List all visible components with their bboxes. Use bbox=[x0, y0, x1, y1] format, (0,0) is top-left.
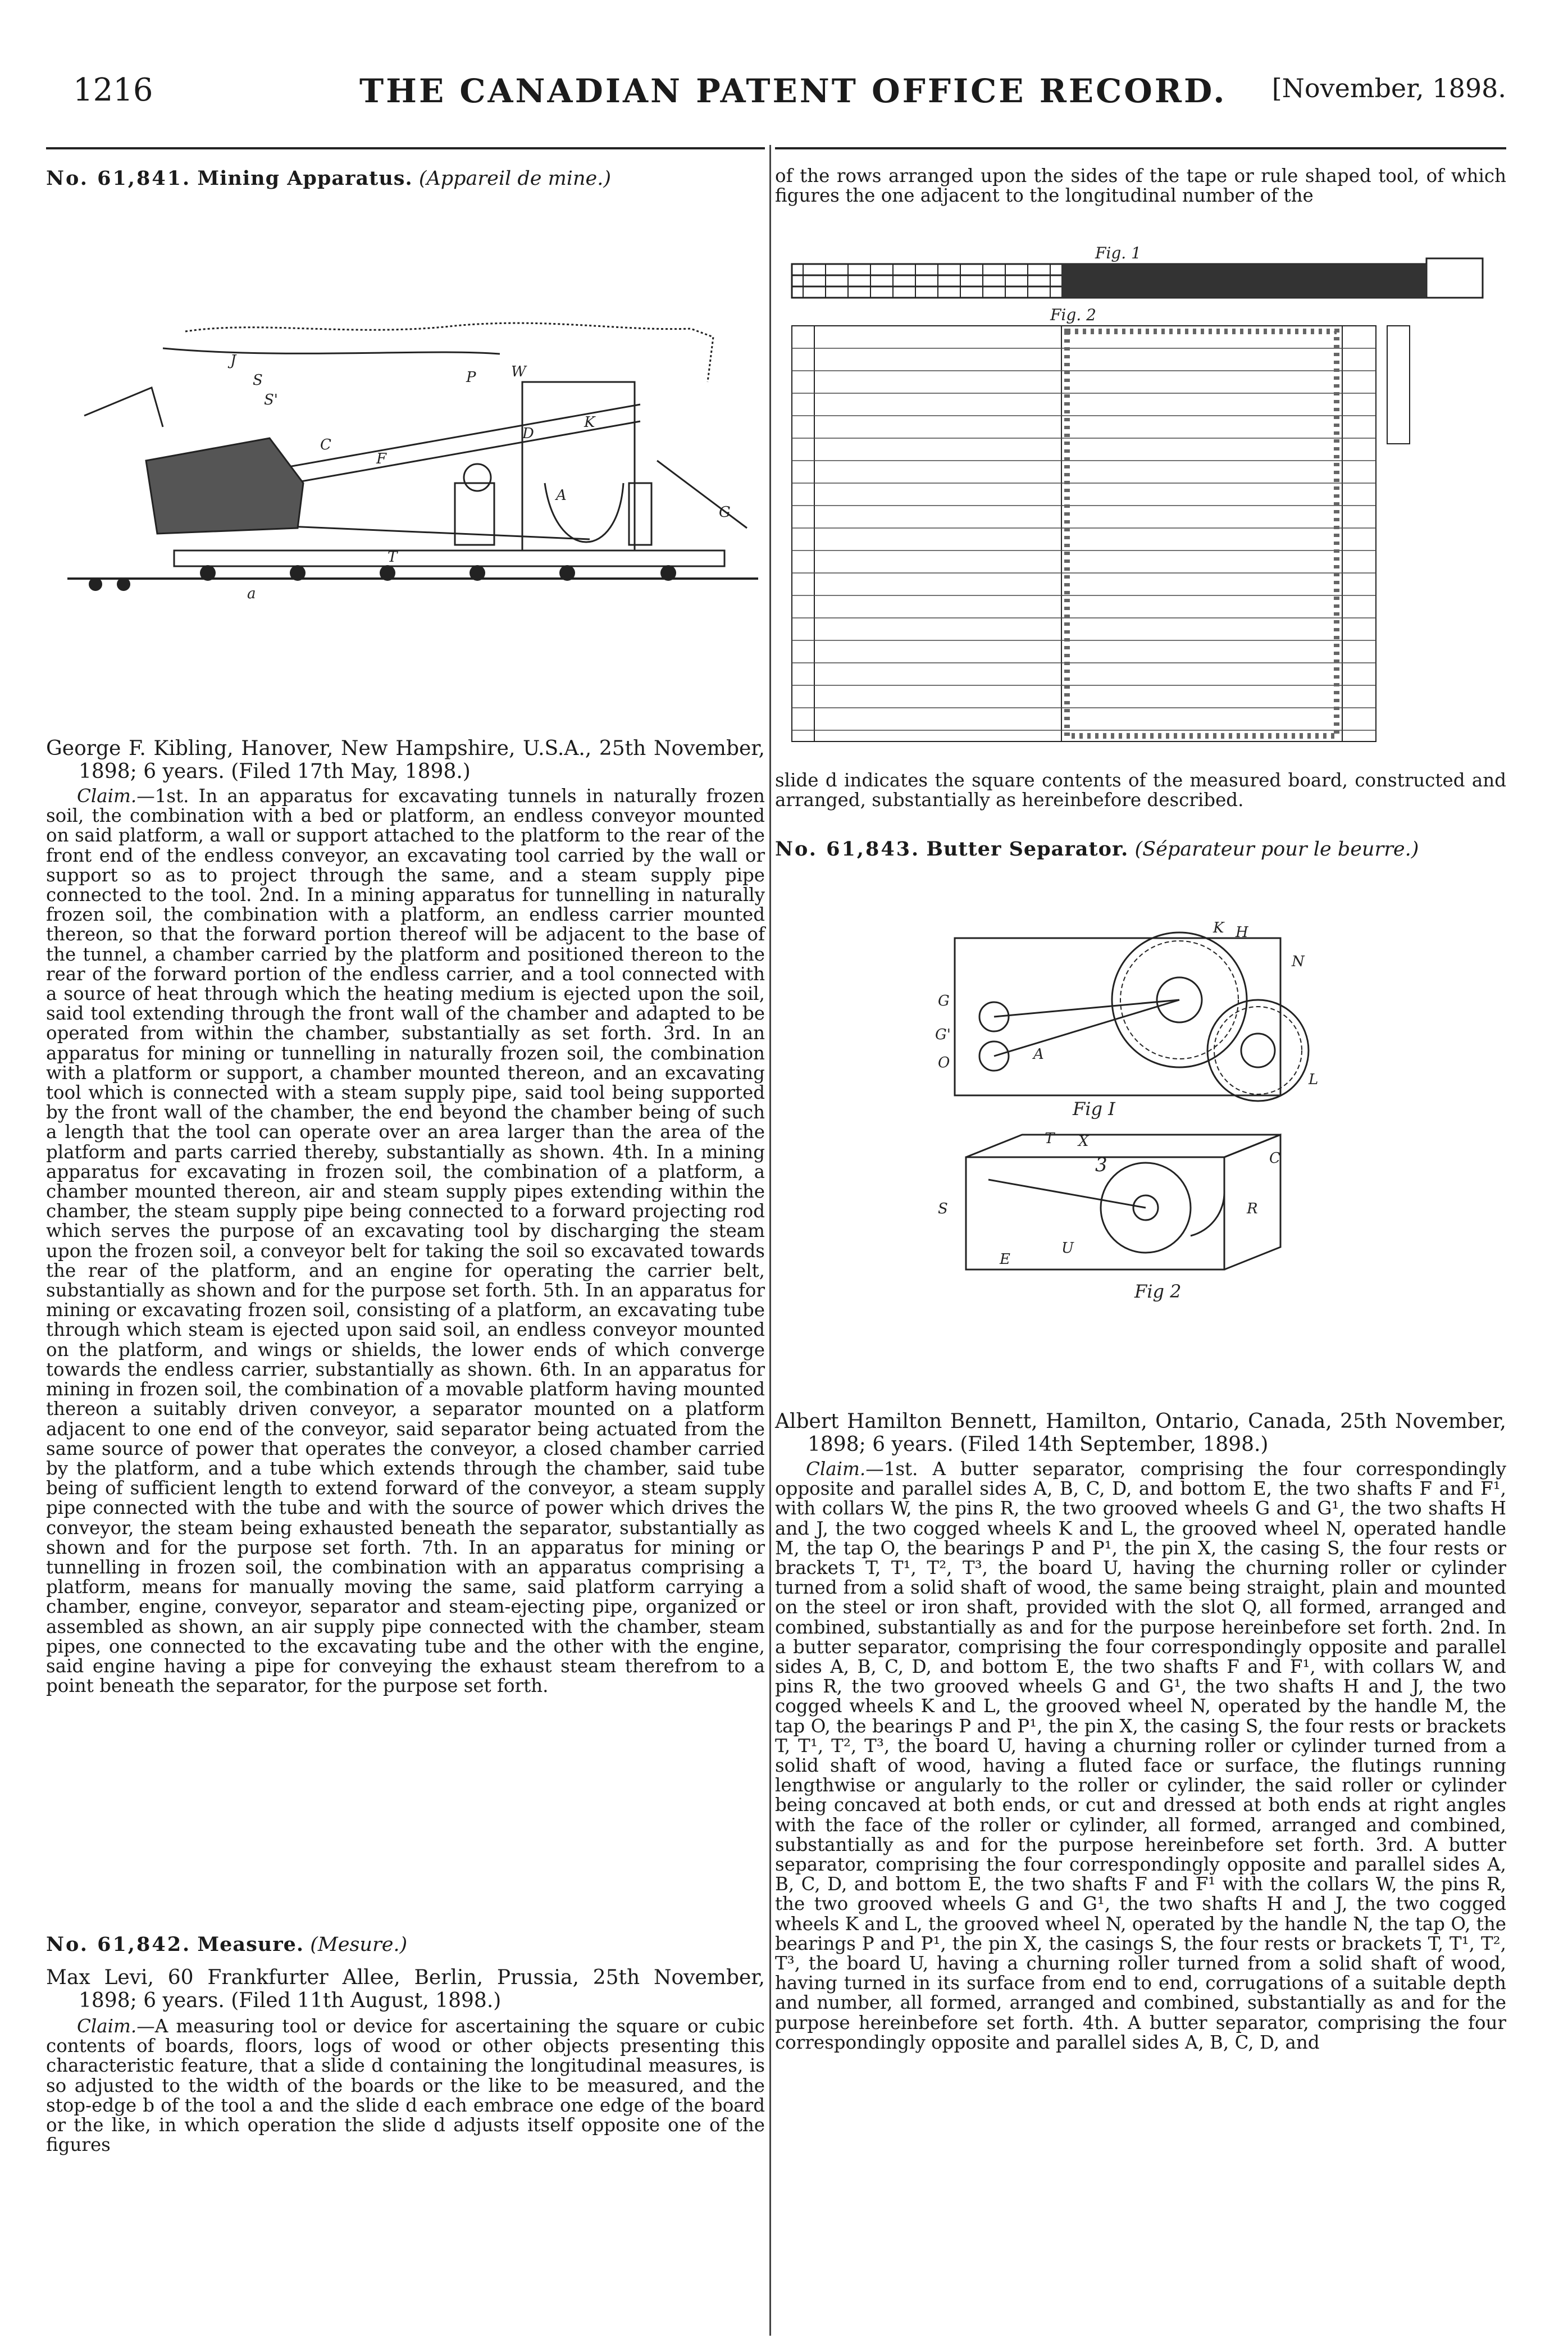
mining-label-p: P bbox=[466, 369, 476, 386]
patent-number: No. 61,843. bbox=[775, 838, 920, 861]
mining-label-c: C bbox=[320, 436, 331, 453]
continuation-text: of the rows arranged upon the sides of the tape or rule shaped tool, of which figures the one adjacent to the longitudinal number of the bbox=[775, 165, 1506, 207]
continuation-text: slide d indicates the square contents of the measured board, constructed and arranged, substantially as hereinbefore described. bbox=[775, 770, 1506, 811]
butter-label-x: X bbox=[1078, 1133, 1089, 1150]
butter-label-r: R bbox=[1247, 1200, 1258, 1217]
patent-61841-inventor: George F. Kibling, Hanover, New Hampshire, U.S.A., 25th November, 1898; 6 years. (Filed 17th May, 1898.) bbox=[46, 737, 765, 783]
patent-61842-claim bbox=[46, 2017, 765, 2155]
patent-name: Measure. bbox=[197, 1933, 304, 1956]
patent-61843-inventor: Albert Hamilton Bennett, Hamilton, Ontario, Canada, 25th November, 1898; 6 years. (Filed 14th September, 1898.) bbox=[775, 1410, 1506, 1456]
patent-french-name: (Séparateur pour le beurre.) bbox=[1134, 838, 1419, 861]
butter-label-u: U bbox=[1061, 1240, 1074, 1257]
butter-label-e: E bbox=[1000, 1251, 1010, 1268]
patent-61841-text bbox=[46, 737, 765, 1696]
mining-label-g: G bbox=[719, 504, 731, 521]
patent-61842-heading bbox=[46, 1932, 765, 1957]
butter-fig2-label: Fig 2 bbox=[1134, 1281, 1182, 1302]
mining-label-j: J bbox=[230, 352, 236, 369]
mining-label-a: A bbox=[556, 487, 567, 504]
mining-label-a-lower: a bbox=[247, 585, 256, 602]
patent-french-name: (Mesure.) bbox=[310, 1933, 408, 1956]
patent-61842-continuation-bottom bbox=[775, 771, 1506, 810]
butter-label-t: T bbox=[1045, 1130, 1055, 1147]
mining-label-f: F bbox=[376, 451, 387, 467]
claim-label: Claim. bbox=[806, 1458, 866, 1480]
column-divider bbox=[769, 145, 771, 2336]
butter-label-n: N bbox=[1292, 953, 1305, 970]
patent-number: No. 61,842. bbox=[46, 1933, 192, 1956]
patent-61841-claim bbox=[46, 786, 765, 1696]
measure-figure bbox=[781, 242, 1505, 758]
mining-label-t: T bbox=[388, 549, 398, 566]
patent-61843-text bbox=[775, 1410, 1506, 2053]
claim-text: —A measuring tool or device for ascertaining the square or cubic contents of boards, floors, logs of wood or other objects presenting this characteristic feature, that a slide d containing the longitudinal measures, is so adjusted to the width of the boards or the like to be measured, and the stop-edge b of the tool a and the slide d each embrace one edge of the board or the like, in which operation the slide d adjusts itself opposite one of the figures bbox=[46, 2016, 765, 2156]
butter-label-a: A bbox=[1033, 1046, 1044, 1063]
right-header-rule bbox=[775, 147, 1506, 149]
mining-label-s: S bbox=[253, 372, 263, 389]
patent-name: Mining Apparatus. bbox=[197, 167, 413, 190]
butter-label-h: H bbox=[1236, 924, 1248, 941]
butter-fig1-label: Fig I bbox=[1073, 1098, 1115, 1120]
patent-name: Butter Separator. bbox=[926, 838, 1129, 861]
page-header bbox=[0, 72, 1568, 111]
measure-fig1-label: Fig. 1 bbox=[1095, 244, 1141, 262]
journal-title: THE CANADIAN PATENT OFFICE RECORD. bbox=[359, 72, 1227, 110]
butter-label-o: O bbox=[938, 1054, 950, 1071]
patent-61842-inventor: Max Levi, 60 Frankfurter Allee, Berlin, Prussia, 25th November, 1898; 6 years. (Filed 11th August, 1898.) bbox=[46, 1966, 765, 2012]
page-number: 1216 bbox=[73, 72, 153, 108]
butter-label-c: C bbox=[1269, 1150, 1280, 1167]
patent-61841-heading bbox=[46, 166, 765, 191]
butter-label-k: K bbox=[1213, 921, 1224, 936]
mining-apparatus-figure bbox=[62, 315, 769, 652]
issue-date: [November, 1898. bbox=[1271, 73, 1506, 103]
patent-61843-claim bbox=[775, 1459, 1506, 2053]
butter-label-s: S bbox=[938, 1200, 948, 1217]
patent-number: No. 61,841. bbox=[46, 167, 192, 190]
patent-french-name: (Appareil de mine.) bbox=[418, 167, 612, 190]
measure-fig2-label: Fig. 2 bbox=[1050, 306, 1096, 324]
butter-label-g-prime: G' bbox=[935, 1026, 951, 1043]
claim-text: —1st. A butter separator, comprising the four correspondingly opposite and parallel sides A, B, C, D, and bottom E, the two shafts F and F¹, with collars W, the pins R, the two grooved wheels G and G¹, the two shafts H and J, the two cogged wheels K and L, the grooved wheel N, operated handle M, the tap O, the bearings P and P¹, the pin X, the casing S, the four rests or brackets T, T¹, T², T³, the board U, having the churning roller or cylinder turned from a solid shaft of wood, the same being straight, plain and mounted on the steel or iron shaft, provided with the slot Q, all formed, arranged and combined, substantially as and for the purpose hereinbefore set forth. 2nd. In a butter separator, comprising the four correspondingly opposite and parallel sides A, B, C, D, and bottom E, the two shafts F and F¹, with collars W, and pins R, the two grooved wheels G and G¹, the two shafts H and J, the two cogged wheels K and L, the grooved wheel N, operated by the handle M, the tap O, the bearings P and P¹, the pin X, the casing S, the four rests or brackets T, T¹, T², T³, the board U, having a churning roller or cylinder turned from a solid shaft of wood, having a fluted face or surface, the flutings running lengthwise or angularly to the roller or cylinder, the said roller or cylinder being concaved at both ends, or cut and dressed at both ends at right angles with the face of the roller or cylinder, all formed, arranged and combined, substantially as and for the purpose hereinbefore set forth. 3rd. A butter separator, comprising the four correspondingly opposite and parallel sides A, B, C, D, and bottom E, the two shafts F and F¹ with the collars W, the pins R, the two grooved wheels G and G¹, the two shafts H and J, the two cogged wheels K and L, the grooved wheel N, operated by the handle N, the tap O, the bearings P and P¹, the pin X, the casings S, the four rests or brackets T, T¹, T², T³, the board U, having a churning roller turned from a solid shaft of wood, having turned in its surface from end to end, corrugations of a suitable depth and number, all formed, arranged and combined, substantially as and for the purpose hereinbefore set forth. 4th. A butter separator, comprising the four correspondingly opposite and parallel sides A, B, C, D, and bbox=[775, 1458, 1506, 2053]
butter-label-3: 3 bbox=[1095, 1154, 1107, 1176]
claim-label: Claim. bbox=[77, 2016, 137, 2037]
claim-text: —1st. In an apparatus for excavating tunnels in naturally frozen soil, the combination with a bed or platform, an endless conveyor mounted on said platform, a wall or support attached to the platform to the rear of the front end of the endless conveyor, an excavating tool carried by the wall or support so as to project through the same, and a steam supply pipe connected to the tool. 2nd. In a mining apparatus for tunnelling in naturally frozen soil, the combination with a platform, an endless carrier mounted thereon, so that the forward portion thereof will be adjacent to the base of the tunnel, a chamber carried by the platform and positioned thereon to the rear of the forward portion of the endless carrier, and a tool connected with a source of heat through which the heating medium is ejected upon the soil, said tool extending through the front wall of the chamber and adapted to be operated from within the chamber, substantially as set forth. 3rd. In an apparatus for mining or tunnelling in naturally frozen soil, the combination with a platform or support, a chamber mounted thereon, and an excavating tool which is connected with a steam supply pipe, said tool being supported by the front wall of the chamber, the end beyond the chamber being of such a length that the tool can operate over an area larger than the area of the platform and parts carried thereby, substantially as shown. 4th. In a mining apparatus for excavating in frozen soil, the combination of a platform, a chamber mounted thereon, air and steam supply pipes extending within the chamber, the steam supply pipe being connected to a forward projecting rod which serves the purpose of an excavating tool by discharging the steam upon the frozen soil, a conveyor belt for taking the soil so excavated towards the rear of the platform, and an engine for operating the carrier belt, substantially as shown and for the purpose set forth. 5th. In an apparatus for mining or excavating frozen soil, consisting of a platform, an excavating tube through which steam is ejected upon said soil, an endless conveyor mounted on the platform, and wings or shields, the lower ends of which converge towards the endless carrier, substantially as shown. 6th. In an apparatus for mining in frozen soil, the combination of a movable platform having mounted thereon a suitably driven conveyor, a separator mounted on a platform adjacent to one end of the conveyor, said separator being actuated from the same source of power that operates the conveyor, a closed chamber carried by the platform, and a tube which extends through the chamber, said tube being of sufficient length to extend forward of the conveyor, a steam supply pipe connected with the tube and with the source of power which drives the conveyor, the steam being exhausted beneath the separator, substantially as shown and for the purpose set forth. 7th. In an apparatus for mining or tunnelling in frozen soil, the combination with an apparatus comprising a platform, means for manually moving the same, said platform carrying a chamber, engine, conveyor, separator and steam-ejecting pipe, organized or assembled as shown, an air supply pipe connected with the chamber, steam pipes, one connected to the excavating tube and the other with the engine, said engine having a pipe for conveying the exhaust steam therefrom to a point beneath the separator, for the purpose set forth. bbox=[46, 785, 765, 1697]
butter-label-l: L bbox=[1309, 1071, 1319, 1088]
mining-label-s-prime: S' bbox=[264, 392, 278, 408]
patent-61842-text bbox=[46, 1966, 765, 2155]
mining-label-w: W bbox=[511, 363, 526, 380]
claim-label: Claim. bbox=[77, 785, 137, 807]
left-header-rule bbox=[46, 147, 765, 149]
patent-61842-continuation-top bbox=[775, 166, 1506, 206]
butter-separator-figure bbox=[910, 921, 1505, 1393]
mining-label-k: K bbox=[584, 414, 595, 431]
butter-label-g: G bbox=[938, 993, 950, 1009]
patent-61843-heading bbox=[775, 837, 1506, 862]
mining-label-d: D bbox=[522, 425, 534, 442]
